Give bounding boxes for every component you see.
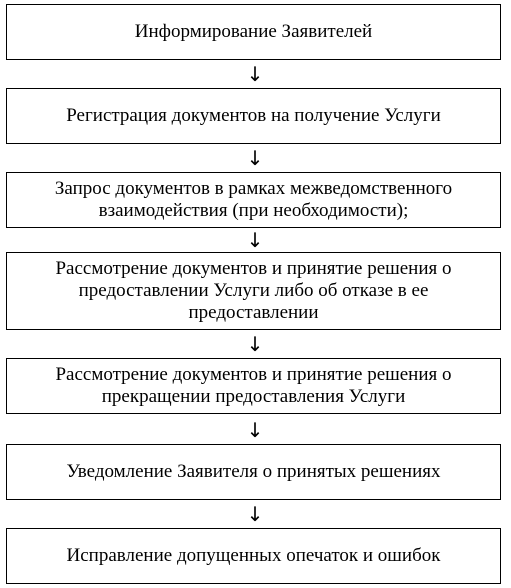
step-3-box — [6, 172, 501, 228]
arrow-down-icon: ↓ — [246, 502, 264, 526]
step-1-box — [6, 4, 501, 60]
arrow-down-icon: ↓ — [246, 146, 264, 170]
step-7-box — [6, 528, 501, 584]
arrow-down-icon: ↓ — [246, 332, 264, 356]
step-6-label: Уведомление Заявителя о принятых решениях — [66, 461, 441, 482]
step-4-box — [6, 252, 501, 330]
step-3-label: Запрос документов в рамках межведомственного взаимодействия (при необходимости); — [54, 178, 453, 221]
step-2-label: Регистрация документов на получение Услуги — [66, 105, 441, 126]
step-1-label: Информирование Заявителей — [134, 21, 373, 42]
arrow-down-icon: ↓ — [246, 62, 264, 86]
step-2-box — [6, 88, 501, 144]
step-7-label: Исправление допущенных опечаток и ошибок — [66, 545, 441, 566]
step-6-box — [6, 444, 501, 500]
arrow-down-icon: ↓ — [246, 228, 264, 252]
arrow-down-icon: ↓ — [246, 418, 264, 442]
step-5-box — [6, 358, 501, 414]
step-4-label: Рассмотрение документов и принятие решения о предоставлении Услуги либо об отказе в ее предоставлении — [55, 258, 452, 323]
step-5-label: Рассмотрение документов и принятие решения о прекращении предоставления Услуги — [55, 364, 452, 407]
